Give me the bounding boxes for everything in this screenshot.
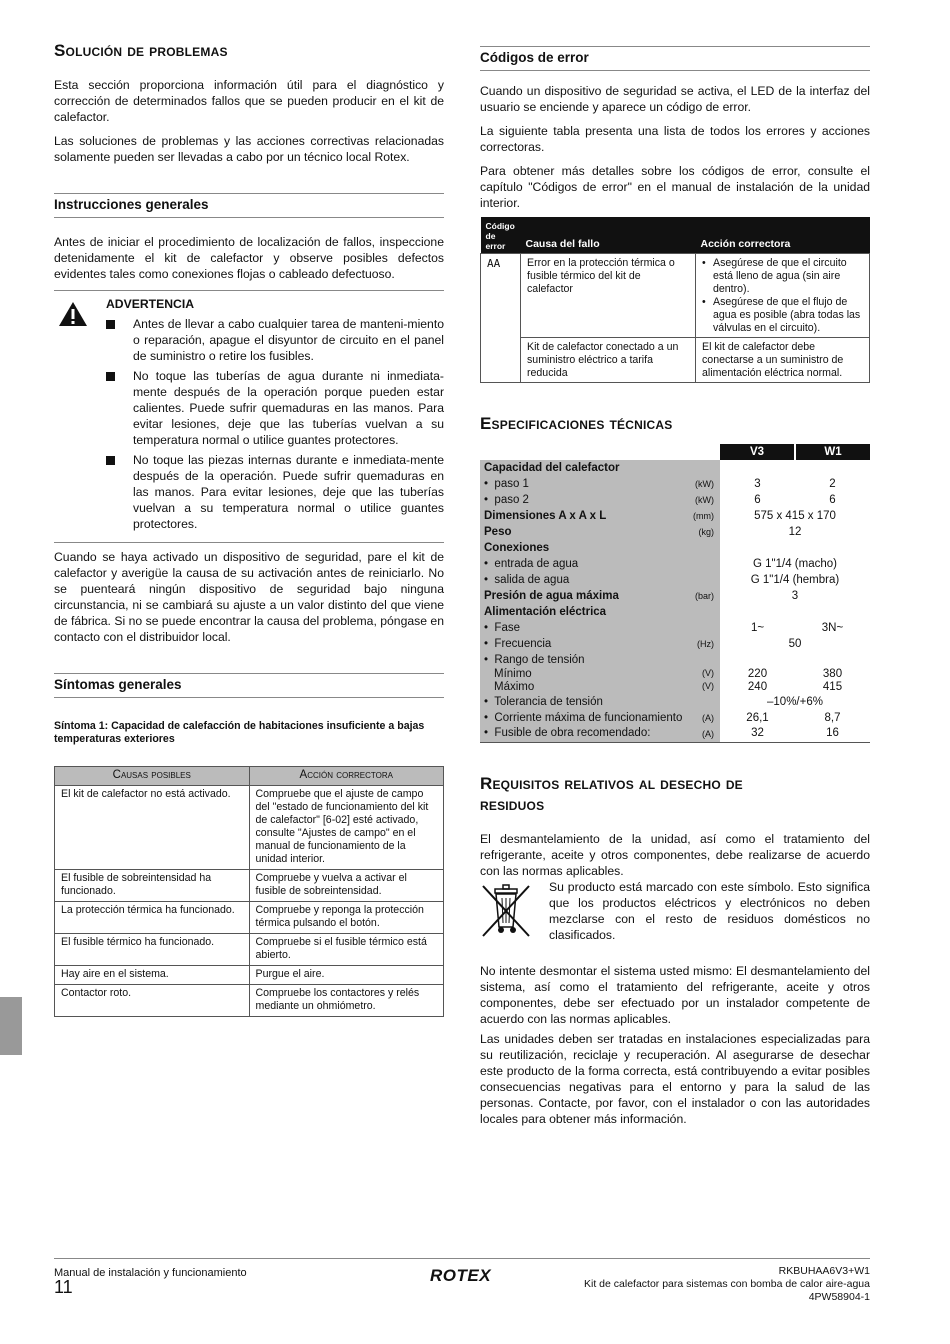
waste-paragraph-2: No intente desmontar el sistema usted mismo: El desmantelamiento del sistema, así como el tratamiento del refrigerante, aceite y otros componentes, debe ser efectuado por un instalador competente de acuerdo con las normas aplicables. [480,963,870,1026]
heading-general-symptoms: Síntomas generales [54,673,444,698]
page-footer [54,1258,870,1303]
error-paragraph-1: Cuando un dispositivo de seguridad se activa, el LED de la interfaz del usuario se enciende y aparece un código de error. [480,84,870,114]
bullet-square-icon [106,372,115,381]
table-row: AA Error en la protección térmica o fusible térmico del kit de calefactor • Asegúrese de que el circuito está lleno de agua (sin aire dentro). • Asegúrese de que el flujo de agua es posible (abra todas las válvulas en el circuito). [481,254,870,338]
left-column [54,40,444,1017]
table-row: • Corriente máxima de funcionamiento (A) 26,1 8,7 [480,710,870,726]
col-header-v3: V3 [720,444,795,460]
symptom-table [54,766,444,1017]
section-title-specs: Especificaciones técnicas [480,414,673,433]
warning-item: No toque las tuberías de agua durante ni inmediata-mente después de la operación porque pueden estar calientes. Puede sufrir quemaduras en las manos. Para evitar lesiones, deje que las tuberías vuelvan a su temperatura normal o utilice guantes protectores. [106,368,444,448]
waste-symbol-text: Su producto está marcado con este símbolo. Esto significa que los productos eléctricos y electrónicos no deben mezclarse con el resto de residuos domésticos no clasificados. [549,879,870,942]
error-code-table [480,217,870,383]
warning-title: ADVERTENCIA [106,297,195,311]
error-paragraph-3: Para obtener más detalles sobre los códigos de error, consulte el capítulo "Códigos de error" en el manual de instalación de la unidad interior. [480,164,870,210]
warning-box [54,290,444,543]
table-row: • salida de agua G 1"1/4 (hembra) [480,572,870,588]
heading-general-instructions: Instrucciones generales [54,193,444,218]
waste-paragraph-1: El desmantelamiento de la unidad, así como el tratamiento del refrigerante, aceite y otros componentes, debe realizarse de acuerdo con las normas aplicables. [480,831,870,878]
waste-symbol-block [480,879,870,943]
right-column [480,46,870,1127]
table-row: • Tolerancia de tensión –10%/+6% [480,694,870,710]
section-title-waste: Requisitos relativos al desecho de residuos [480,773,743,814]
table-row: Contactor roto. Compruebe los contactores y relés mediante un ohmiómetro. [55,985,444,1017]
intro-paragraph-1: Esta sección proporciona información útil para el diagnóstico y corrección de determinados fallos que se pueden producir en el kit de calefactor. [54,78,444,124]
warning-item: Antes de llevar a cabo cualquier tarea de manteni-miento o reparación, apague el disyuntor de circuito en el panel de suministro o retire los fusibles. [106,316,444,364]
warning-list [106,316,444,532]
warning-triangle-icon [58,301,88,331]
col-header-w1: W1 [795,444,870,460]
col-header-causes: Causas posibles [55,767,250,786]
safety-device-text: Cuando se haya activado un dispositivo de seguridad, pare el kit de calefactor y averigüe la causa de su activación antes de reiniciarlo. No se puenteará ningún dispositivo de seguridad bajo ninguna circunstancia, ni se cambiará su ajuste a un valor distinto del que viene de fábrica. Si no se puede encontrar la causa del problema, póngase en contacto con el distribuidor local. [54,550,444,644]
rotex-logo: ROTEX [430,1266,492,1285]
table-row: El fusible térmico ha funcionado. Compruebe si el fusible térmico está abierto. [55,934,444,966]
table-row: Dimensiones A x A x L (mm) 575 x 415 x 170 [480,508,870,524]
side-tab-marker [0,997,22,1055]
table-row: Presión de agua máxima (bar) 3 [480,588,870,604]
footer-manual-title: Manual de instalación y funcionamiento [54,1267,247,1279]
col-header-cause: Causa del fallo [521,217,696,254]
table-row: Máximo (V) 240 415 [480,681,870,694]
list-item: • Asegúrese de que el circuito está lleno de agua (sin aire dentro). [702,257,863,296]
error-paragraph-2: La siguiente tabla presenta una lista de todos los errores y acciones correctoras. [480,124,870,154]
list-item: • Asegúrese de que el flujo de agua es posible (abra todas las válvulas en el circuito). [702,296,863,335]
table-row: • Rango de tensión [480,652,870,668]
table-row: Hay aire en el sistema. Purgue el aire. [55,966,444,985]
intro-paragraph-2: Las soluciones de problemas y las acciones correctivas relacionadas solamente pueden ser llevadas a cabo por un técnico local Rotex. [54,134,444,164]
table-row: • paso 1 (kW) 3 2 [480,476,870,492]
error-code: AA [481,254,521,383]
bullet-square-icon [106,456,115,465]
table-row: • Fase 1~ 3N~ [480,620,870,636]
table-row: Capacidad del calefactor [480,460,870,476]
heading-error-codes: Códigos de error [480,46,870,71]
table-row: El kit de calefactor no está activado. Compruebe que el ajuste de campo del "estado de funcionamiento del kit de calefactor" [6-02] esté activado, consulte "Ajustes de campo" en el manual de funcionamiento de la unidad interior. [55,786,444,870]
table-row: • Frecuencia (Hz) 50 [480,636,870,652]
col-header-action: Acción correctora [696,217,870,254]
col-header-action: Acción correctora [249,767,444,786]
bullet-square-icon [106,320,115,329]
table-row: • Fusible de obra recomendado: (A) 32 16 [480,726,870,742]
section-title-troubleshooting: Solución de problemas [54,41,228,60]
table-row: Kit de calefactor conectado a un suministro eléctrico a tarifa reducida El kit de calefactor debe conectarse a un suministro de alimentación eléctrica normal. [481,338,870,383]
table-row: El fusible de sobreintensidad ha funcionado. Compruebe y vuelva a activar el fusible de sobreintensidad. [55,870,444,902]
symptom-1-title: Síntoma 1: Capacidad de calefacción de habitaciones insuficiente a bajas temperaturas exteriores [54,720,425,745]
waste-paragraph-3: Las unidades deben ser tratadas en instalaciones especializadas para su reutilización, reciclaje y recuperación. Al asegurarse de desechar este producto de la forma correcta, está contribuyendo a evitar posibles consecuencias negativas para el entorno y para la salud de las personas. Contacte, por favor, con el instalador o con las autoridades locales para obtener más información. [480,1031,870,1126]
spec-table [480,444,870,743]
page-number: 11 [54,1277,73,1297]
col-header-code: Código de error [481,217,521,254]
warning-item: No toque las piezas internas durante e inmediata-mente después de la operación. Puede sufrir quemaduras en las manos. Para evitar lesiones, deje que las tuberías vuelvan a su temperatura normal o utilice guantes protectores. [106,452,444,532]
table-row: Alimentación eléctrica [480,604,870,620]
table-row: La protección térmica ha funcionado. Compruebe y reponga la protección térmica pulsando el botón. [55,902,444,934]
table-row: • paso 2 (kW) 6 6 [480,492,870,508]
table-row: Mínimo (V) 220 380 [480,668,870,681]
crossed-bin-icon [480,883,532,939]
general-instructions-text: Antes de iniciar el procedimiento de localización de fallos, inspeccione detenidamente el kit de calefactor y observe posibles defectos evidentes tales como conexiones flojas o cableado defectuoso. [54,235,444,281]
table-row: Conexiones [480,540,870,556]
table-row: Peso (kg) 12 [480,524,870,540]
footer-model-info: RKBUHAA6V3+W1 Kit de calefactor para sistemas con bomba de calor aire-agua 4PW58904-1 [584,1265,870,1303]
table-row: • entrada de agua G 1"1/4 (macho) [480,556,870,572]
